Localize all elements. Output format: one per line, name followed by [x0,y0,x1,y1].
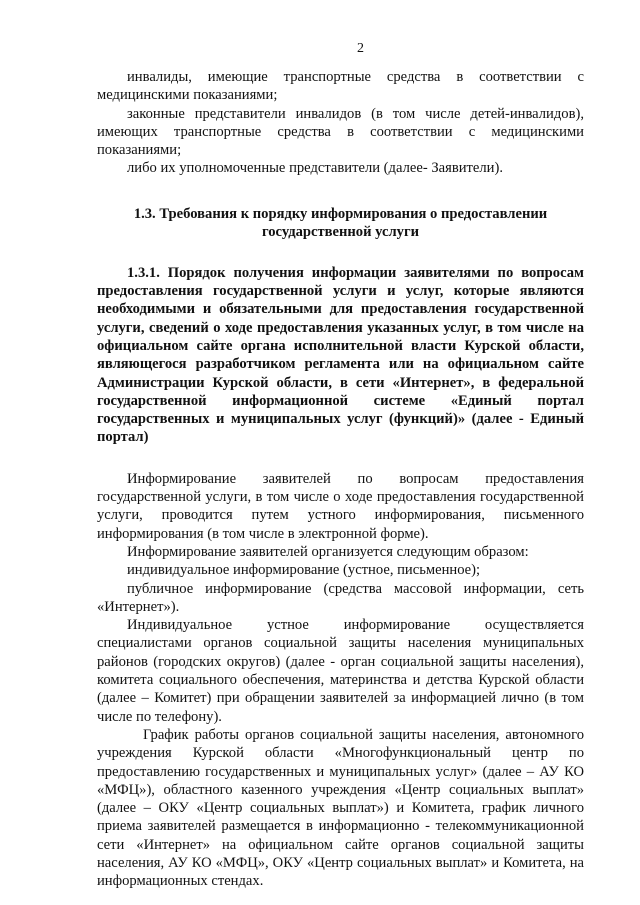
body-paragraph-4: публичное информирование (средства массовой информации, сеть «Интернет»). [97,580,584,615]
body-paragraph-5: Индивидуальное устное информирование осуществляется специалистами органов социальной защиты населения муниципальных районов (городских округов) (далее - орган социальной защиты населения), комитета социального обеспечения, материнства и детства Курской области (далее – Комитет) при обращении заявителей за информацией лично (в том числе по телефону). [97,617,584,725]
intro-paragraph-3: либо их уполномоченные представители (далее- Заявители). [127,160,503,177]
section-heading: 1.3. Требования к порядку информирования о предоставлении государственной услуги [133,205,548,241]
body-paragraph-2: Информирование заявителей организуется следующим образом: [127,543,529,560]
body-paragraph-6: График работы органов социальной защиты населения, автономного учреждения Курской области «Многофункциональный центр по предоставлению государственных и муниципальных услуг» (далее – АУ КО «МФЦ»), областного казенного учреждения «Центр социальных выплат» (далее – ОКУ «Центр социальных выплат») и Комитета, график личного приема заявителей размещается в информационно - телекоммуникационной сети «Интернет» на официальном сайте органов социальной защиты населения, АУ КО «МФЦ», ОКУ «Центр социальных выплат» и Комитета, на информационных стендах. [97,726,584,890]
subsection-heading: 1.3.1. Порядок получения информации заявителями по вопросам предоставления государственной услуги и услуг, которые являются необходимыми и обязательными для предоставления государственной услуги, сведений о ходе предоставления указанных услуг, в том числе на официальном сайте органа исполнительной власти Курской области, являющегося разработчиком регламента или на официальном сайте Администрации Курской области, в сети «Интернет», в федеральной государственной информационной системе «Единый портал государственных и муниципальных услуг (функций)» (далее - Единый портал) [97,264,584,446]
intro-paragraph-2: законные представители инвалидов (в том числе детей-инвалидов), имеющих транспортные средства в соответствии с медицинскими показаниями; [97,105,584,159]
body-paragraph-1: Информирование заявителей по вопросам предоставления государственной услуги, в том числе о ходе предоставления государственной услуги, проводится путем устного информирования, письменного информирования (в том числе в электронной форме). [97,470,584,542]
body-paragraph-3: индивидуальное информирование (устное, письменное); [127,562,481,579]
page-number: 2 [357,41,364,56]
intro-paragraph-1: инвалиды, имеющие транспортные средства в соответствии с медицинскими показаниями; [97,69,584,104]
